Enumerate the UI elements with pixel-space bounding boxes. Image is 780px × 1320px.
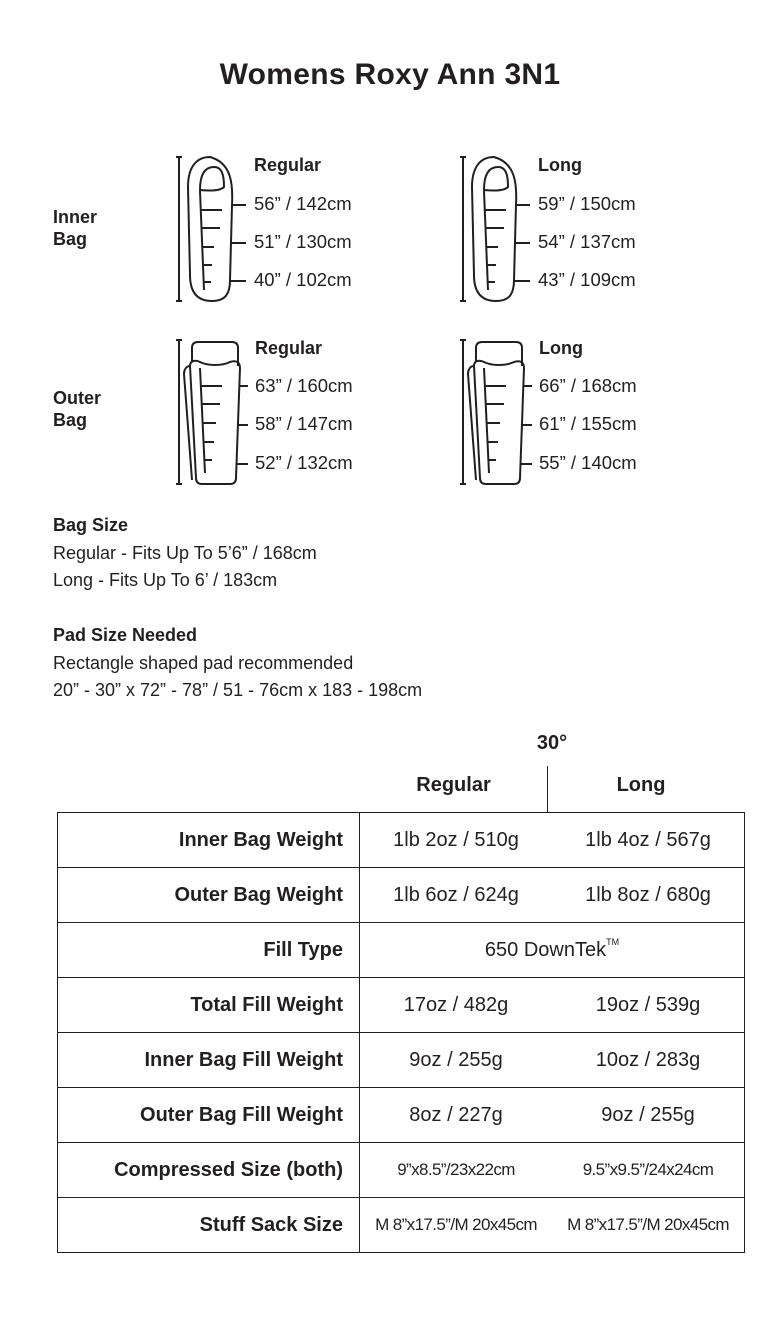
outer-bag-label-line2: Bag — [53, 410, 88, 430]
row-label: Stuff Sack Size — [58, 1198, 360, 1253]
inner-regular-diagram — [170, 155, 410, 315]
row-label: Outer Bag Fill Weight — [58, 1088, 360, 1143]
inner-regular-hip: 51” / 130cm — [254, 231, 352, 252]
outer-long-shoulder: 66” / 168cm — [539, 375, 637, 396]
table-row — [58, 1088, 745, 1143]
row-label: Outer Bag Weight — [58, 868, 360, 923]
value-long: 1lb 4oz / 567g — [585, 828, 711, 851]
value-long: 9oz / 255g — [601, 1103, 695, 1126]
page-title: Womens Roxy Ann 3N1 — [219, 58, 561, 91]
value-regular: 8oz / 227g — [409, 1103, 503, 1126]
mummy-bag-icon — [454, 155, 544, 305]
inner-bag-label-line2: Bag — [53, 229, 88, 249]
inner-long-diagram — [454, 155, 694, 315]
outer-regular-hip: 58” / 147cm — [255, 413, 353, 434]
table-row — [58, 1198, 745, 1253]
trademark-mark: TM — [606, 936, 620, 947]
outer-regular-shoulder: 63” / 160cm — [255, 375, 353, 396]
table-row — [58, 1033, 745, 1088]
outer-long-diagram — [454, 338, 694, 498]
value-long: M 8”x17.5”/M 20x45cm — [567, 1215, 729, 1234]
temperature-rating: 30° — [536, 732, 568, 754]
inner-bag-label-line1: Inner — [53, 207, 98, 227]
table-row — [58, 923, 745, 978]
mummy-bag-icon — [170, 155, 260, 305]
value-regular: M 8”x17.5”/M 20x45cm — [375, 1215, 537, 1234]
inner-regular-heading: Regular — [254, 155, 322, 175]
outer-bag-label — [53, 387, 101, 431]
outer-long-foot: 55” / 140cm — [539, 452, 637, 473]
table-row — [58, 978, 745, 1033]
value-long: 1lb 8oz / 680g — [585, 883, 711, 906]
inner-bag-label — [53, 206, 97, 250]
value-long: 10oz / 283g — [595, 1048, 701, 1071]
rectangle-bag-icon — [454, 338, 544, 488]
column-header-regular: Regular — [416, 774, 491, 796]
column-header-long: Long — [616, 774, 666, 796]
inner-long-heading: Long — [538, 155, 582, 175]
inner-long-shoulder: 59” / 150cm — [538, 193, 636, 214]
value-regular: 9”x8.5”/23x22cm — [397, 1160, 515, 1179]
row-label: Total Fill Weight — [58, 978, 360, 1033]
row-label: Compressed Size (both) — [58, 1143, 360, 1198]
outer-long-heading: Long — [539, 338, 583, 358]
row-label: Inner Bag Fill Weight — [58, 1033, 360, 1088]
inner-long-foot: 43” / 109cm — [538, 269, 636, 290]
table-row — [58, 813, 745, 868]
value-regular: 9oz / 255g — [409, 1048, 503, 1071]
pad-size-heading: Pad Size Needed — [53, 625, 198, 645]
bag-size-long: Long - Fits Up To 6’ / 183cm — [53, 570, 278, 590]
value-both: 650 DownTek — [484, 938, 607, 961]
value-long: 19oz / 539g — [595, 993, 701, 1016]
table-row — [58, 1143, 745, 1198]
row-label: Fill Type — [58, 923, 360, 978]
value-long: 9.5”x9.5”/24x24cm — [582, 1160, 714, 1179]
inner-regular-shoulder: 56” / 142cm — [254, 193, 352, 214]
bag-size-heading: Bag Size — [53, 515, 129, 535]
spec-table — [57, 812, 745, 1253]
outer-regular-diagram — [170, 338, 410, 498]
value-regular: 1lb 2oz / 510g — [393, 828, 519, 851]
outer-regular-heading: Regular — [255, 338, 323, 358]
inner-long-hip: 54” / 137cm — [538, 231, 636, 252]
row-label: Inner Bag Weight — [58, 813, 360, 868]
pad-size-dimensions: 20” - 30” x 72” - 78” / 51 - 76cm x 183 - 198cm — [53, 680, 423, 700]
pad-size-shape: Rectangle shaped pad recommended — [53, 653, 354, 673]
value-regular: 1lb 6oz / 624g — [393, 883, 519, 906]
outer-regular-foot: 52” / 132cm — [255, 452, 353, 473]
outer-long-hip: 61” / 155cm — [539, 413, 637, 434]
outer-bag-label-line1: Outer — [53, 388, 102, 408]
bag-size-regular: Regular - Fits Up To 5’6” / 168cm — [53, 543, 317, 563]
value-regular: 17oz / 482g — [403, 993, 509, 1016]
inner-regular-foot: 40” / 102cm — [254, 269, 352, 290]
table-row — [58, 868, 745, 923]
rectangle-bag-icon — [170, 338, 260, 488]
